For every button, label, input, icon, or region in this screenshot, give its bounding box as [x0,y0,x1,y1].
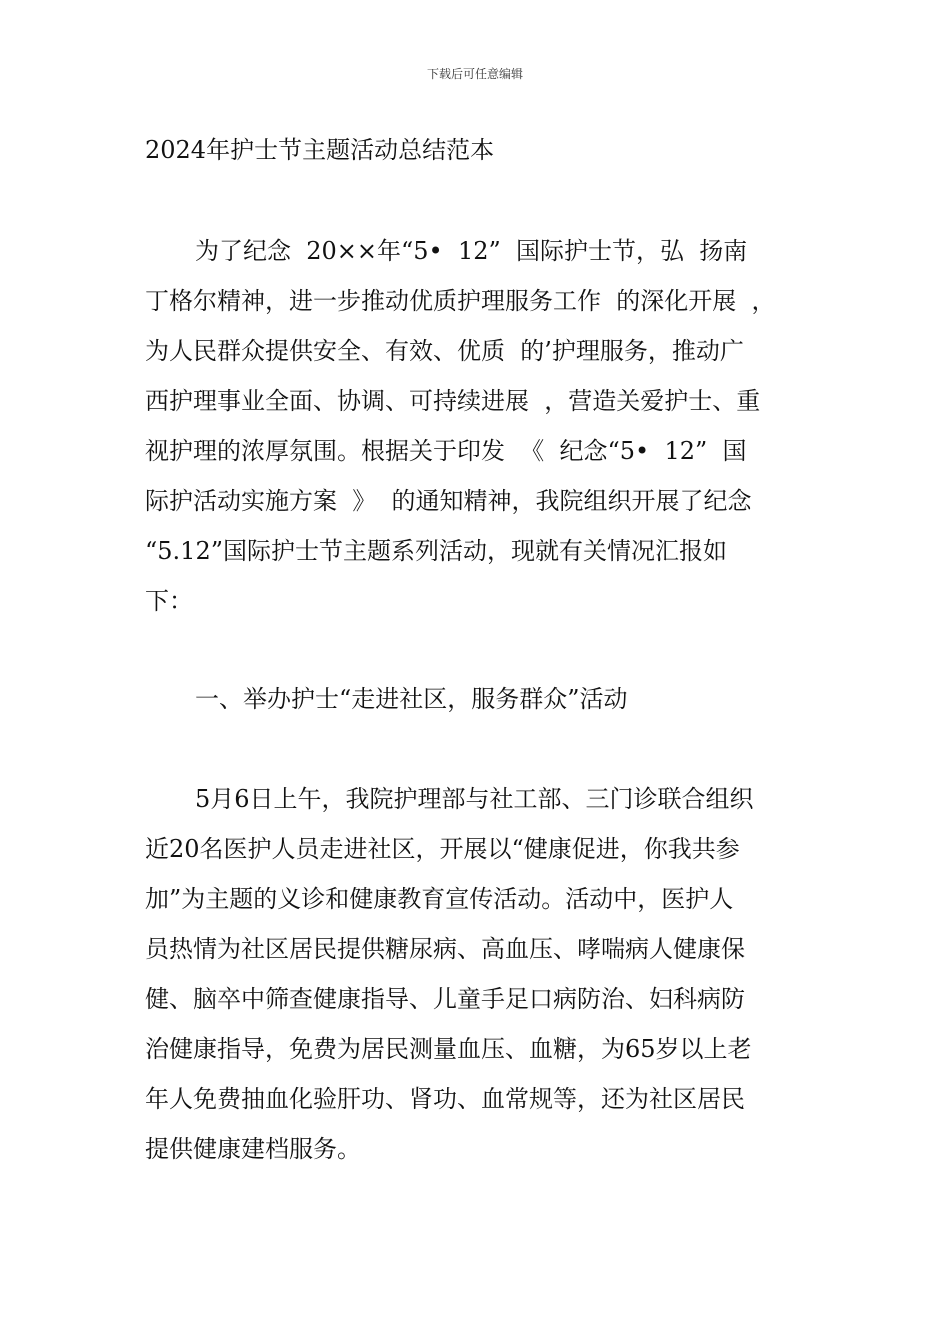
text-line: “5.12”国际护士节主题系列活动，现就有关情况汇报如 [145,537,727,565]
text-line: 丁格尔精神，进一步推动优质护理服务工作 的深化开展 ， [145,287,776,315]
text-line: 员热情为社区居民提供糖尿病、高血压、哮喘病人健康保 [145,935,745,963]
text-line: 际护活动实施方案 》 的通知精神，我院组织开展了纪念 [145,487,752,515]
section-heading-text: 一、举办护士“走进社区，服务群众”活动 [195,685,628,713]
intro-paragraph [145,226,810,626]
text-line: 下： [145,587,193,615]
text-line: 西护理事业全面、协调、可持续进展 ，营造关爱护士、重 [145,387,761,415]
text-line: 近20名医护人员走进社区，开展以“健康促进，你我共参 [145,835,740,863]
text-line: 视护理的浓厚氛围。根据关于印发 《 纪念“5• 12” 国 [145,437,747,465]
document-title: 2024年护士节主题活动总结范本 [145,136,495,164]
text-line: 年人免费抽血化验肝功、肾功、血常规等，还为社区居民 [145,1085,745,1113]
section-paragraph [145,774,810,1174]
text-line: 健、脑卒中筛查健康指导、儿童手足口病防治、妇科病防 [145,985,745,1013]
page-header-note: 下载后可任意编辑 [426,67,523,81]
text-line: 5月6日上午，我院护理部与社工部、三门诊联合组织 [195,785,754,813]
text-line: 为了纪念 20××年“5• 12” 国际护士节，弘 扬南 [195,237,748,265]
text-line: 加”为主题的义诊和健康教育宣传活动。活动中，医护人 [145,885,734,913]
text-line: 为人民群众提供安全、有效、优质 的’护理服务，推动广 [145,337,744,365]
text-line: 治健康指导，免费为居民测量血压、血糖，为65岁以上老 [145,1035,752,1063]
section-heading [145,674,810,724]
text-line: 提供健康建档服务。 [145,1135,361,1163]
